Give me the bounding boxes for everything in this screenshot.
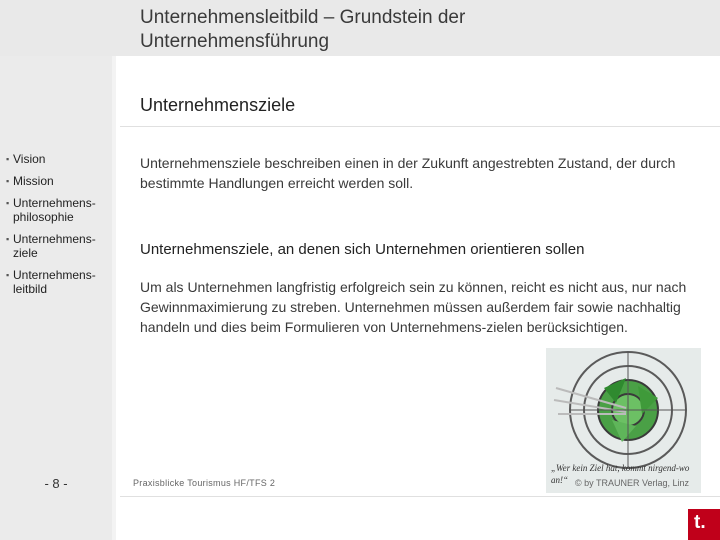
topic-nav [6, 152, 110, 304]
subtitle-divider [120, 126, 720, 127]
nav-item-label: Unternehmens-ziele [13, 232, 96, 260]
bullet-icon: ▪ [6, 234, 10, 244]
nav-item-label: Vision [13, 152, 46, 166]
nav-item-label: Mission [13, 174, 54, 188]
nav-item-mission[interactable] [6, 174, 110, 188]
section-heading: Unternehmensziele, an denen sich Unternehmen orientieren sollen [140, 241, 585, 258]
nav-item-label: Unternehmens-leitbild [13, 268, 96, 296]
bullet-icon: ▪ [6, 198, 10, 208]
definition-paragraph: Unternehmensziele beschreiben einen in der Zukunft angestrebten Zustand, der durch bestimmte Handlungen erreicht werden soll. [140, 155, 676, 191]
page-title-line1: Unternehmensleitbild – Grundstein der [140, 7, 466, 28]
page-title [140, 6, 700, 54]
bullet-icon: ▪ [6, 270, 10, 280]
page-number: - 8 - [44, 476, 68, 491]
footer-copyright: © by TRAUNER Verlag, Linz [575, 478, 690, 488]
nav-item-philosophie[interactable] [6, 196, 110, 224]
footer-source: Praxisblicke Tourismus HF/TFS 2 [133, 478, 276, 488]
image-caption: „Wer kein Ziel hat, kommt nirgend-wo an!“ [551, 463, 690, 485]
nav-item-leitbild[interactable] [6, 268, 110, 296]
nav-item-label: Unternehmens-philosophie [13, 196, 96, 224]
logo-text: t. [694, 512, 706, 533]
nav-item-vision[interactable] [6, 152, 110, 166]
page-title-line2: Unternehmensführung [140, 31, 330, 52]
trauner-logo-icon [688, 509, 720, 540]
nav-item-ziele[interactable] [6, 232, 110, 260]
bullet-icon: ▪ [6, 176, 10, 186]
body-paragraph: Um als Unternehmen langfristig erfolgreich sein zu können, reicht es nicht aus, nur nach Gewinnmaximierung zu streben. Unternehmen müssen außerdem fair sowie nachhaltig handeln und dies beim Formulieren von Unternehmens-zielen berücksichtigen. [140, 279, 687, 335]
sidebar-edge [112, 56, 116, 540]
bullet-icon: ▪ [6, 154, 10, 164]
footer-divider [120, 496, 720, 497]
section-subtitle: Unternehmensziele [140, 95, 296, 115]
